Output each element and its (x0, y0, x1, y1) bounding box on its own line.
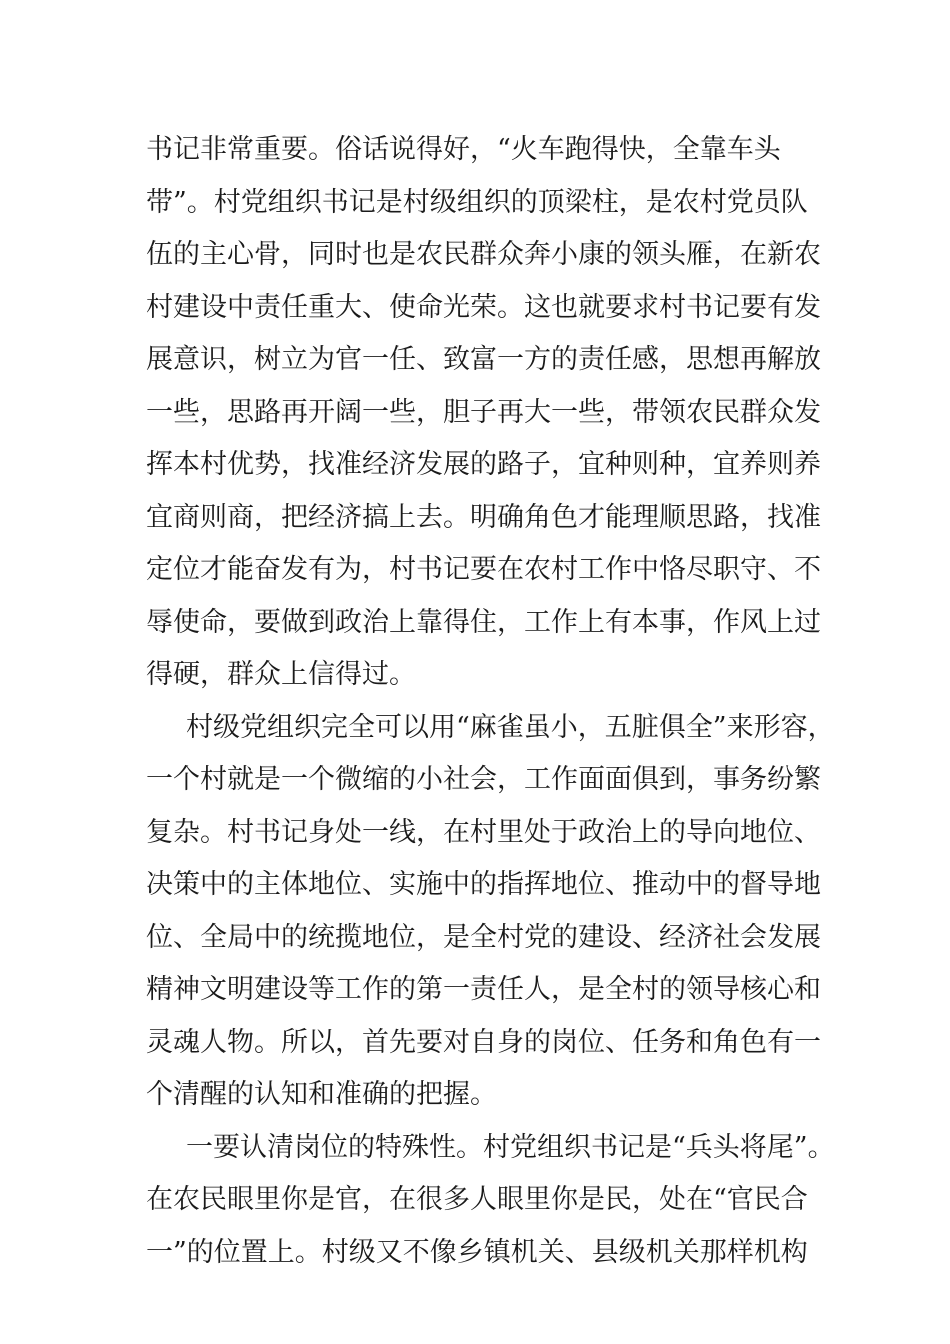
text-line: 位、全局中的统揽地位，是全村党的建设、经济社会发展 (146, 921, 821, 953)
text-line: 伍的主心骨，同时也是农民群众奔小康的领头雁，在新农 (146, 239, 821, 270)
text-line: 一”的位置上。村级又不像乡镇机关、县级机关那样机构 (146, 1236, 808, 1268)
text-line: 宜商则商，把经济搞上去。明确角色才能理顺思路，找准 (146, 501, 821, 533)
text-line: 个清醒的认知和准确的把握。 (146, 1079, 497, 1110)
text-line: 村建设中责任重大、使命光荣。这也就要求村书记要有发 (146, 291, 821, 323)
text-line: 复杂。村书记身处一线，在村里处于政治上的导向地位、 (146, 816, 821, 848)
text-line: 在农民眼里你是官，在很多人眼里你是民，处在“官民合 (146, 1184, 808, 1215)
text-line: 定位才能奋发有为，村书记要在农村工作中恪尽职守、不 (146, 554, 821, 585)
text-line: 得硬，群众上信得过。 (146, 659, 416, 690)
paragraph-first-line: 一要认清岗位的特殊性。村党组织书记是“兵头将尾”。 (186, 1131, 835, 1163)
text-line: 辱使命，要做到政治上靠得住，工作上有本事，作风上过 (146, 606, 821, 638)
text-line: 挥本村优势，找准经济发展的路子，宜种则种，宜养则养 (146, 449, 821, 480)
text-line: 精神文明建设等工作的第一责任人，是全村的领导核心和 (146, 974, 821, 1005)
text-line: 决策中的主体地位、实施中的指挥地位、推动中的督导地 (146, 869, 821, 900)
text-line: 带”。村党组织书记是村级组织的顶梁柱，是农村党员队 (146, 186, 808, 218)
text-line: 书记非常重要。俗话说得好，“火车跑得快，全靠车头 (146, 134, 781, 165)
text-line: 展意识，树立为官一任、致富一方的责任感，思想再解放 (146, 344, 821, 375)
paragraph-first-line: 村级党组织完全可以用“麻雀虽小，五脏俱全”来形容， (186, 711, 835, 743)
text-line: 一个村就是一个微缩的小社会，工作面面俱到，事务纷繁 (146, 764, 821, 795)
text-line: 一些，思路再开阔一些，胆子再大一些，带领农民群众发 (146, 396, 821, 428)
text-line: 灵魂人物。所以，首先要对自身的岗位、任务和角色有一 (146, 1026, 821, 1058)
body-text (146, 124, 836, 1279)
